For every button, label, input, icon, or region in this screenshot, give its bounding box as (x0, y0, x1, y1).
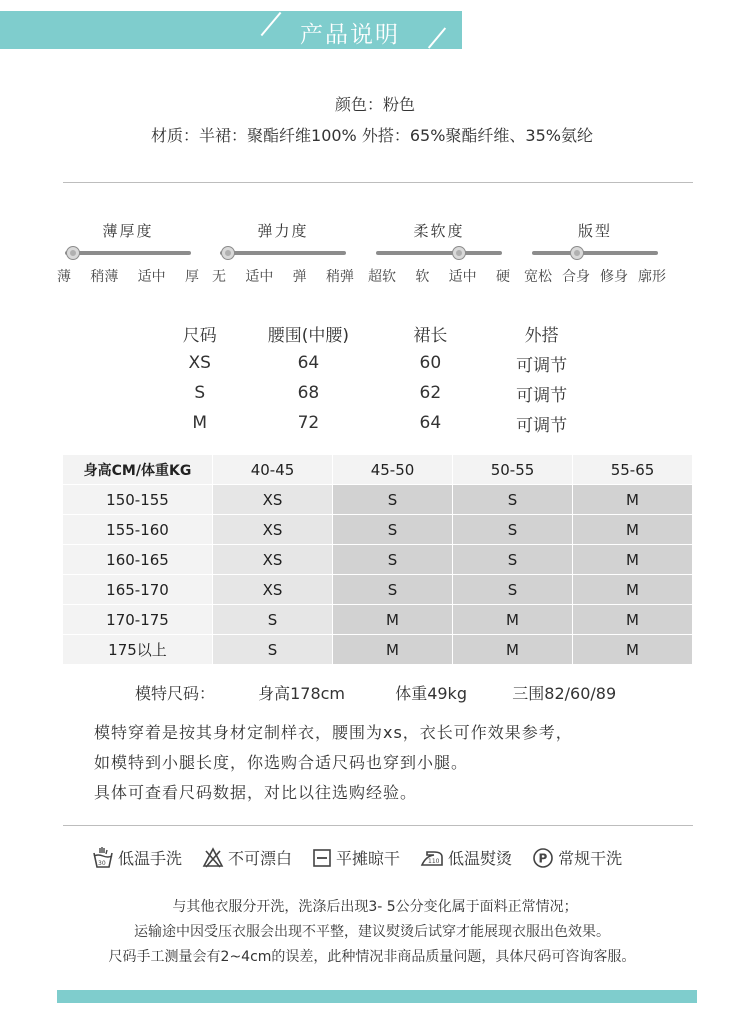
care-item (312, 846, 400, 869)
slider-option: 厚 (184, 269, 199, 285)
table-cell: M (192, 413, 208, 433)
table-cell: 60 (419, 353, 442, 373)
table-cell: 68 (297, 383, 320, 403)
table-cell: 可调节 (516, 415, 568, 436)
slider-option: 硬 (495, 269, 510, 285)
fit-size-cell: S (213, 605, 333, 635)
table-cell: S (194, 383, 206, 403)
model-height: 身高178cm (258, 684, 346, 703)
slider-option: 合身 (562, 269, 590, 285)
size-table-header (160, 318, 600, 348)
fit-row-label: 165-170 (63, 575, 213, 605)
slider-options (524, 266, 666, 286)
fit-size-cell: S (213, 635, 333, 665)
table-cell: 可调节 (516, 385, 568, 406)
size-table (160, 318, 600, 438)
fit-size-cell: S (333, 485, 453, 515)
size-table-header-cell: 腰围(中腰) (267, 325, 350, 346)
fit-size-cell: S (453, 485, 573, 515)
fit-size-cell: S (453, 545, 573, 575)
color-line: 颜色：粉色 (334, 95, 415, 114)
table-row (63, 575, 693, 605)
slider-option: 宽松 (524, 269, 552, 285)
table-row (63, 635, 693, 665)
fit-size-cell: S (453, 515, 573, 545)
bottom-accent-bar (57, 990, 697, 1003)
table-cell: 64 (297, 353, 320, 373)
fit-size-cell: M (573, 575, 693, 605)
no-bleach-icon (202, 847, 224, 869)
model-info (135, 681, 616, 704)
svg-text:110: 110 (428, 857, 440, 865)
fit-size-cell: S (453, 575, 573, 605)
fit-size-cell: M (453, 635, 573, 665)
fit-row-label: 170-175 (63, 605, 213, 635)
fit-table-header (63, 455, 693, 485)
table-row (63, 485, 693, 515)
care-item (92, 846, 182, 869)
fit-size-cell: M (573, 635, 693, 665)
slider-option: 修身 (600, 269, 628, 285)
fit-size-cell: M (333, 605, 453, 635)
table-cell: 64 (419, 413, 442, 433)
slider-option: 弹 (292, 269, 307, 285)
footer-line: 与其他衣服分开洗，洗涤后出现3- 5公分变化属于面料正常情况； (172, 899, 578, 915)
fit-size-cell: S (333, 545, 453, 575)
page-title: 产品说明 (300, 22, 400, 48)
fit-size-cell: M (573, 515, 693, 545)
table-row (160, 408, 600, 438)
fit-size-cell: M (573, 485, 693, 515)
fit-size-cell: M (333, 635, 453, 665)
fit-table-header-cell: 40-45 (213, 455, 333, 485)
slider-track (532, 251, 658, 255)
table-row (63, 515, 693, 545)
slider-knob (570, 246, 584, 260)
slider-option: 适中 (137, 269, 166, 285)
header-banner (0, 11, 462, 49)
slider-track (376, 251, 502, 255)
care-label: 常规干洗 (558, 849, 623, 868)
divider (63, 182, 693, 183)
fit-size-cell: S (333, 515, 453, 545)
fit-size-cell: M (573, 605, 693, 635)
model-weight: 体重49kg (395, 684, 467, 703)
table-cell: XS (188, 353, 211, 373)
model-label: 模特尺码： (135, 684, 216, 703)
fit-row-label: 175以上 (63, 635, 213, 665)
material-line: 材质：半裙：聚酯纤维100% 外搭：65%聚酯纤维、35%氨纶 (151, 126, 593, 145)
dry-flat-icon (312, 848, 332, 868)
slider-knob (66, 246, 80, 260)
slider-label: 薄厚度 (102, 222, 154, 240)
slider-knob (221, 246, 235, 260)
table-row (160, 378, 600, 408)
table-cell: 72 (297, 413, 320, 433)
slider-label: 柔软度 (413, 222, 465, 240)
size-table-header-cell: 裙长 (413, 325, 448, 346)
size-table-header-cell: 外搭 (524, 325, 559, 346)
slider-option: 超软 (368, 269, 396, 285)
divider (63, 825, 693, 826)
fit-size-cell: XS (213, 545, 333, 575)
table-cell: 可调节 (516, 355, 568, 376)
fit-row-label: 160-165 (63, 545, 213, 575)
svg-text:30: 30 (98, 859, 106, 867)
model-measurements: 三围82/60/89 (512, 684, 617, 703)
slider-options (57, 266, 199, 286)
slider-option: 适中 (245, 269, 274, 285)
slider-options (368, 266, 510, 286)
footer-line: 尺码手工测量会有2~4cm的误差，此种情况非商品质量问题，具体尺码可咨询客服。 (108, 949, 636, 965)
fit-size-cell: S (333, 575, 453, 605)
fit-size-cell: M (573, 545, 693, 575)
care-item (532, 846, 622, 869)
fit-size-cell: XS (213, 485, 333, 515)
note-line: 具体可查看尺码数据，对比以往选购经验。 (94, 783, 418, 802)
slider-option: 薄 (57, 269, 71, 285)
table-row (63, 605, 693, 635)
care-label: 平摊晾干 (336, 849, 401, 868)
fit-table-header-cell: 55-65 (573, 455, 693, 485)
slider-options (212, 266, 354, 286)
slider-option: 稍薄 (90, 269, 119, 285)
note-line: 如模特到小腿长度，你选购合适尺码也穿到小腿。 (94, 753, 469, 772)
svg-text:P: P (538, 851, 548, 865)
slider-option: 适中 (448, 269, 477, 285)
fit-table-header-cell: 50-55 (453, 455, 573, 485)
fit-size-cell: XS (213, 575, 333, 605)
care-label: 低温手洗 (118, 849, 183, 868)
banner-slash-right (428, 27, 446, 48)
slider-knob (452, 246, 466, 260)
care-label: 低温熨烫 (448, 849, 513, 868)
slider-option: 软 (415, 269, 430, 285)
care-instructions (92, 846, 642, 869)
slider-track (65, 251, 191, 255)
table-row (63, 545, 693, 575)
hand-wash-icon (92, 847, 114, 869)
slider-option: 无 (212, 269, 226, 285)
care-label: 不可漂白 (228, 849, 293, 868)
fit-row-label: 155-160 (63, 515, 213, 545)
fit-table (63, 455, 693, 665)
table-cell: 62 (419, 383, 442, 403)
banner-slash-left (261, 12, 282, 36)
note-line: 模特穿着是按其身材定制样衣，腰围为xs，衣长可作效果参考， (94, 723, 573, 742)
slider-option: 廓形 (638, 269, 666, 285)
size-table-header-cell: 尺码 (182, 325, 217, 346)
fit-table-header-cell: 45-50 (333, 455, 453, 485)
fit-size-cell: M (453, 605, 573, 635)
iron-low-icon (420, 848, 444, 868)
fit-size-cell: XS (213, 515, 333, 545)
slider-option: 稍弹 (325, 269, 354, 285)
footer-line: 运输途中因受压衣服会出现不平整，建议熨烫后试穿才能展现衣服出色效果。 (134, 924, 610, 940)
care-item (202, 846, 292, 869)
slider-label: 弹力度 (257, 222, 309, 240)
slider-track (220, 251, 346, 255)
table-row (160, 348, 600, 378)
fit-table-header-cell: 身高CM/体重KG (63, 455, 213, 485)
fit-row-label: 150-155 (63, 485, 213, 515)
slider-label: 版型 (577, 222, 612, 240)
dry-clean-p-icon (532, 847, 554, 869)
care-item (420, 846, 512, 869)
